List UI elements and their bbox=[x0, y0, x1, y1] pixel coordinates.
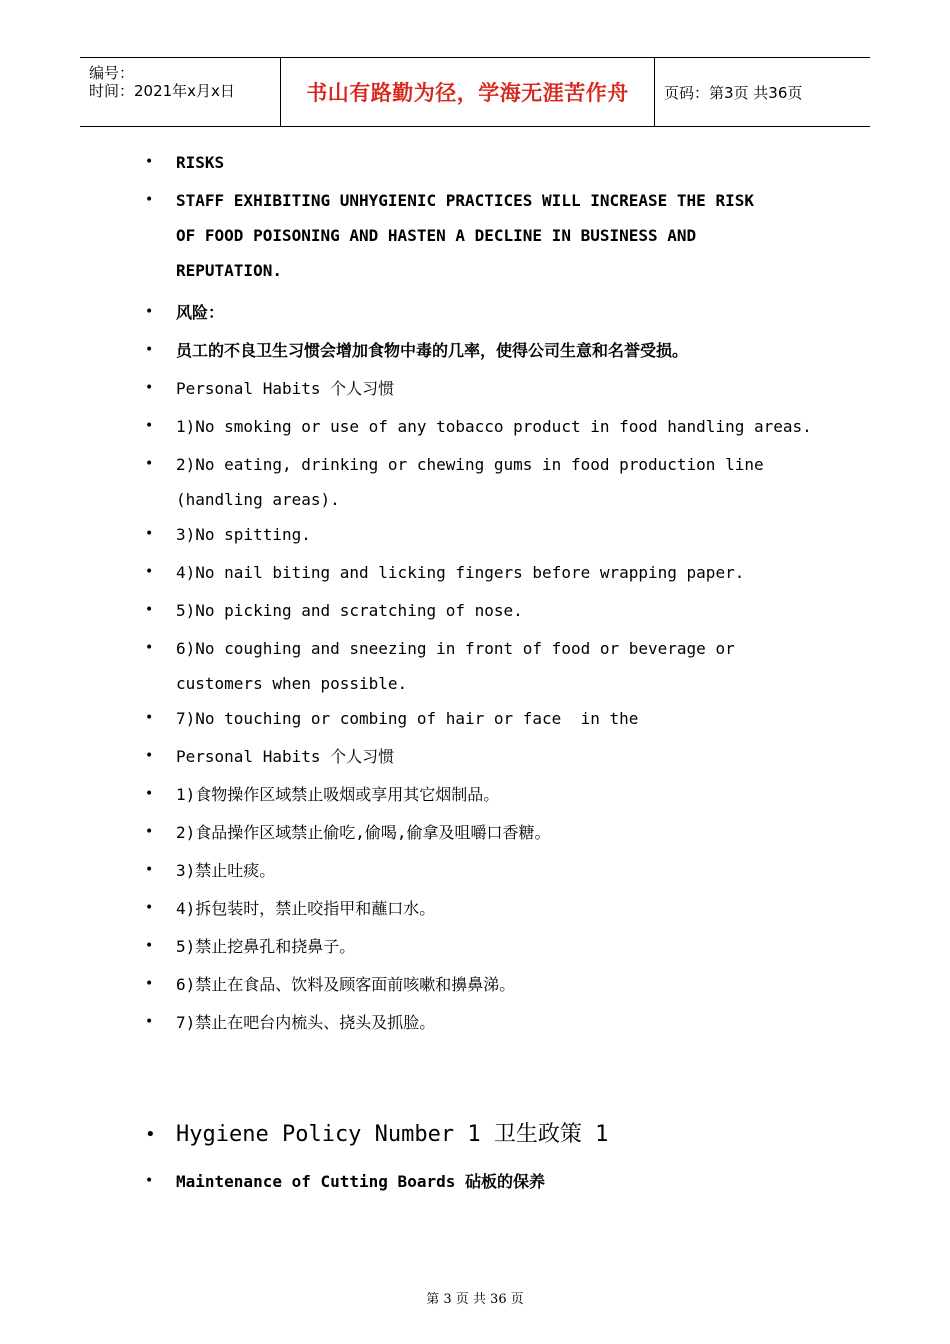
list-item: • Personal Habits 个人习惯 bbox=[145, 739, 835, 774]
bullet-icon: • bbox=[145, 710, 154, 726]
header-page-cell bbox=[655, 58, 870, 126]
bullet-icon: • bbox=[145, 862, 154, 878]
list-item: • 员工的不良卫生习惯会增加食物中毒的几率，使得公司生意和名誉受损。 bbox=[145, 333, 835, 368]
bullet-icon: • bbox=[145, 342, 154, 358]
bullet-icon: • bbox=[145, 564, 154, 580]
list-item: • 1)食物操作区域禁止吸烟或享用其它烟制品。 bbox=[145, 777, 835, 812]
list-item: • 7)禁止在吧台内梳头、挠头及抓脸。 bbox=[145, 1005, 835, 1040]
bullet-icon: • bbox=[145, 1124, 156, 1145]
bullet-icon: • bbox=[145, 526, 154, 542]
bullet-icon: • bbox=[145, 418, 154, 434]
list-item: • 3)No spitting. bbox=[145, 517, 835, 552]
document-time-label: 时间：2021年x月x日 bbox=[89, 82, 235, 100]
bullet-icon: • bbox=[145, 380, 154, 396]
bullet-icon: • bbox=[145, 748, 154, 764]
header-meta-cell bbox=[80, 58, 281, 126]
bullet-icon: • bbox=[145, 976, 154, 992]
bullet-icon: • bbox=[145, 154, 154, 170]
bullet-icon: • bbox=[145, 824, 154, 840]
list-item: • 风险： bbox=[145, 295, 835, 330]
list-item: • Maintenance of Cutting Boards 砧板的保养 bbox=[145, 1164, 835, 1199]
list-item: • 4)拆包装时，禁止咬指甲和蘸口水。 bbox=[145, 891, 835, 926]
bullet-icon: • bbox=[145, 1014, 154, 1030]
list-item: • 5)No picking and scratching of nose. bbox=[145, 593, 835, 628]
page-footer bbox=[0, 1288, 950, 1307]
bullet-icon: • bbox=[145, 900, 154, 916]
section-heading: • Hygiene Policy Number 1 卫生政策 1 bbox=[145, 1115, 835, 1155]
header-page-number: 页码：第3页 共36页 bbox=[664, 83, 803, 102]
bullet-icon: • bbox=[145, 1173, 154, 1189]
list-item: • 2)No eating, drinking or chewing gums in food production line (handling areas). bbox=[145, 447, 835, 517]
bullet-icon: • bbox=[145, 304, 154, 320]
list-item: • 7)No touching or combing of hair or face in the bbox=[145, 701, 835, 736]
footer-page-number: 第 3 页 共 36 页 bbox=[426, 1292, 524, 1307]
bullet-icon: • bbox=[145, 602, 154, 618]
page-header bbox=[80, 57, 870, 127]
bullet-icon: • bbox=[145, 456, 154, 472]
list-item: • Personal Habits 个人习惯 bbox=[145, 371, 835, 406]
list-item: • STAFF EXHIBITING UNHYGIENIC PRACTICES WILL INCREASE THE RISK OF FOOD POISONING AND HASTEN A DECLINE IN BUSINESS AND REPUTATION. bbox=[145, 183, 835, 288]
list-item: • 4)No nail biting and licking fingers before wrapping paper. bbox=[145, 555, 835, 590]
list-item: • 3)禁止吐痰。 bbox=[145, 853, 835, 888]
bullet-icon: • bbox=[145, 786, 154, 802]
list-item: • 6)No coughing and sneezing in front of food or beverage or customers when possible. bbox=[145, 631, 835, 701]
list-item: • 1)No smoking or use of any tobacco product in food handling areas. bbox=[145, 409, 835, 444]
list-item: • 5)禁止挖鼻孔和挠鼻子。 bbox=[145, 929, 835, 964]
header-motto: 书山有路勤为径，学海无涯苦作舟 bbox=[306, 81, 629, 105]
list-item: • RISKS bbox=[145, 145, 835, 180]
bullet-icon: • bbox=[145, 938, 154, 954]
bullet-icon: • bbox=[145, 192, 154, 208]
header-motto-cell bbox=[281, 58, 655, 126]
bullet-icon: • bbox=[145, 640, 154, 656]
list-item: • 6)禁止在食品、饮料及顾客面前咳嗽和擤鼻涕。 bbox=[145, 967, 835, 1002]
document-number-label: 编号： bbox=[89, 64, 135, 82]
list-item: • 2)食品操作区域禁止偷吃,偷喝,偷拿及咀嚼口香糖。 bbox=[145, 815, 835, 850]
